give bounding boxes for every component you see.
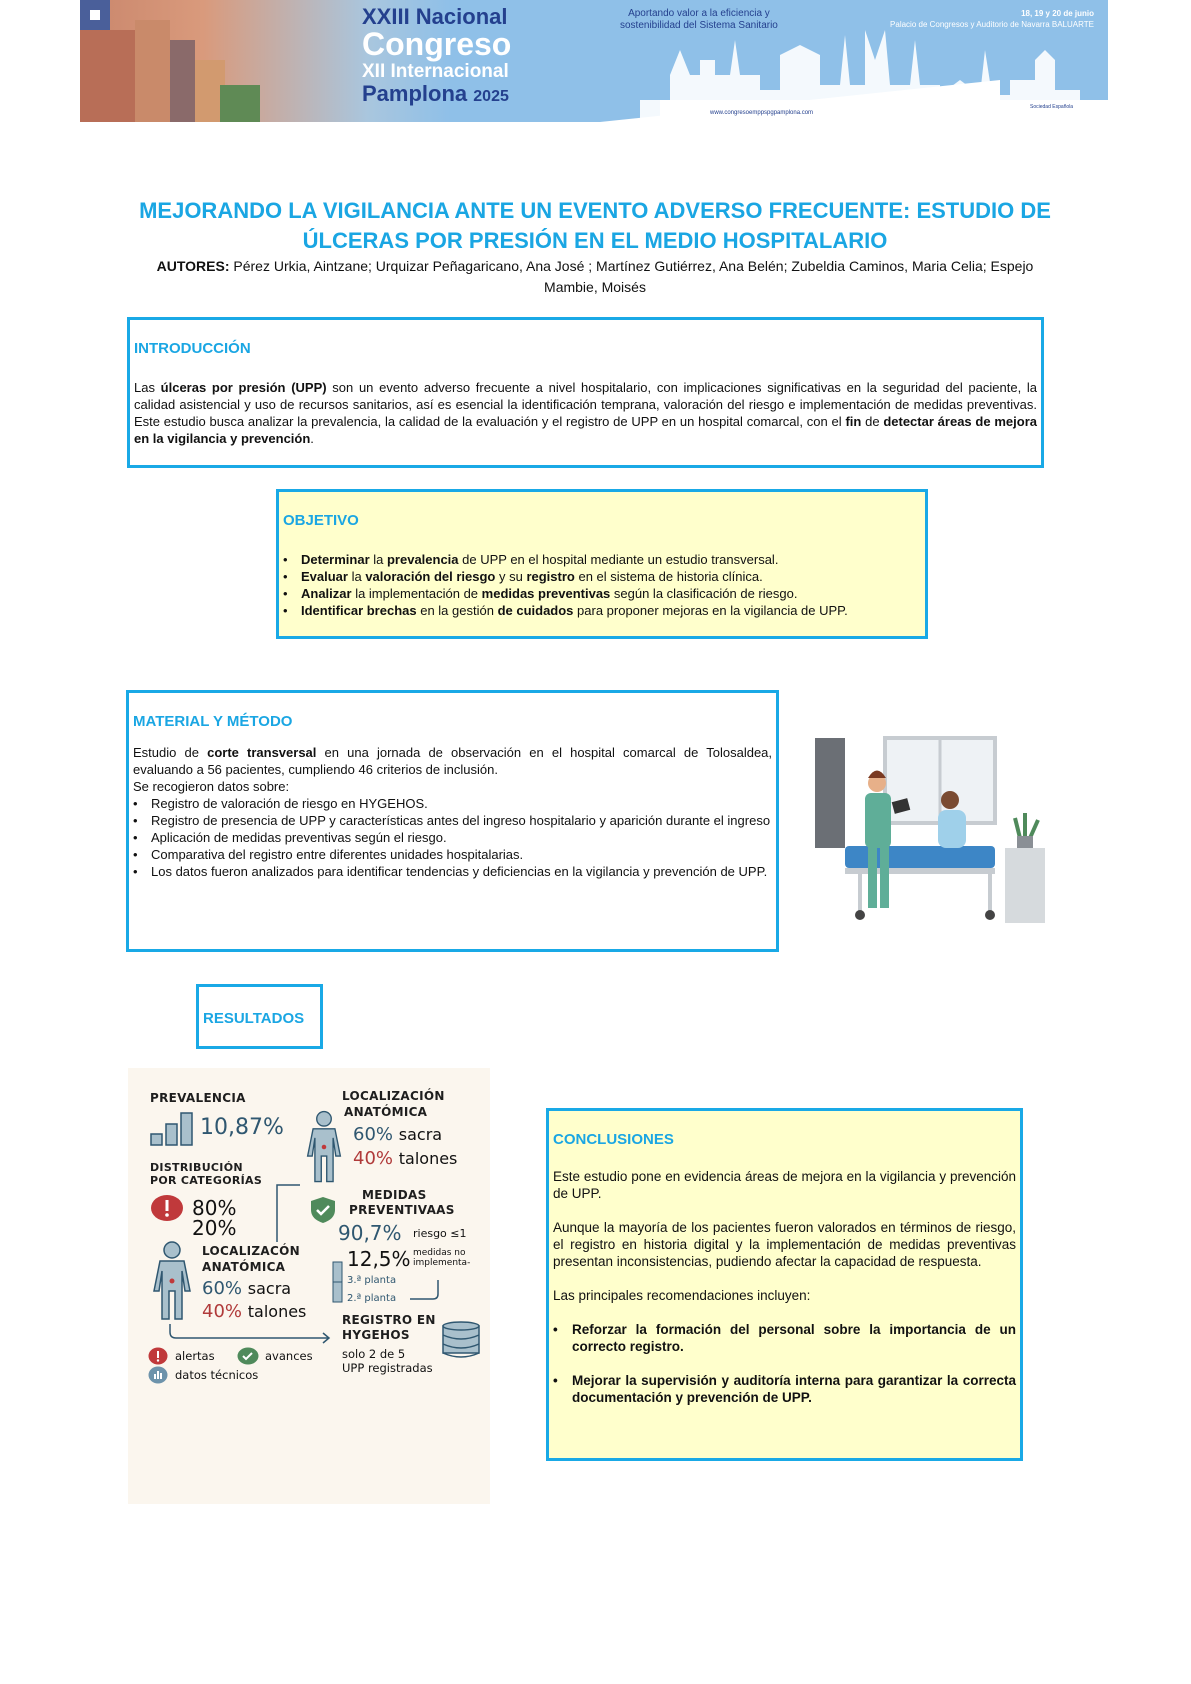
floor-2-label: 2.ª planta [347,1293,397,1304]
registry-text-2: UPP registradas [342,1361,433,1375]
measures-value-2: 12,5% [347,1247,411,1271]
objective-section [276,489,928,639]
measures-text-2a: medidas no [413,1248,466,1258]
floor-bar-icon [332,1261,343,1303]
prevalence-value: 10,87% [200,1115,284,1140]
conclusion-paragraph-2: Aunque la mayoría de los pacientes fueron valorados en términos de riesgo, el registro en historia digital y la implementación de medidas preventivas presentan inconsistencias, pudiendo afectar la capacidad de respuesta. [553,1220,1016,1269]
list-item: • Mejorar la supervisión y auditoría interna para garantizar la correcta documentación y prevención de UPP. [553,1372,1016,1406]
section-heading: OBJETIVO [283,512,359,529]
list-item: • Aplicación de medidas preventivas según el riesgo. [133,829,772,846]
distribution-value-2: 20% [192,1216,237,1240]
location-right-label-2: ANATÓMICA [344,1105,428,1119]
location-left-heels-pct: 40% [202,1301,243,1322]
society-logo: Sociedad Española [1030,104,1074,110]
list-item: • Registro de presencia de UPP y características antes del ingreso hospitalario y aparición durante el ingreso [133,812,772,829]
authors-names: Pérez Urkia, Aintzane; Urquizar Peñagaricano, Ana José ; Martínez Gutiérrez, Ana Belén; Zubeldia Caminos, Maria Celia; Espejo Mambie, Moisés [229,258,1034,295]
banner-url: www.congresoemppspgpamplona.com [710,110,814,116]
location-right-label: LOCALIZACIÓN [342,1089,445,1103]
congress-title [362,6,511,105]
objective-list [283,551,921,619]
list-item: • Reforzar la formación del personal sobre la importancia de un correcto registro. [553,1321,1016,1355]
authors [140,256,1050,298]
section-heading: INTRODUCCIÓN [134,340,251,357]
conclusion-paragraph-3: Las principales recomendaciones incluyen: [553,1288,811,1303]
poster-title: MEJORANDO LA VIGILANCIA ANTE UN EVENTO ADVERSO FRECUENTE: ESTUDIO DE ÚLCERAS POR PRESIÓN EN EL MEDIO HOSPITALARIO [139,198,1051,253]
banner-line1: XXIII Nacional [362,4,508,29]
registry-label: REGISTRO EN [342,1313,436,1327]
nurse-patient-illustration [805,728,1055,923]
banner-line2: Congreso [362,26,512,62]
location-left-label: LOCALIZACÓN [202,1244,300,1258]
location-left-heels: talones [247,1302,307,1321]
alert-legend-icon [148,1347,168,1365]
methods-text: Estudio de corte transversal en una jornada de observación en el hospital comarcal de Tolosaldea, evaluando a 56 pacientes, cumpliendo 46 criterios de inclusión. [133,745,773,777]
list-item: • Comparativa del registro entre diferentes unidades hospitalarias. [133,846,772,863]
location-left-sacra: sacra [247,1279,292,1298]
banner-year: 2025 [473,88,509,105]
distribution-label: DISTRIBUCIÓN [150,1161,243,1174]
recommendations-list [553,1321,1016,1406]
location-left-label-2: ANATÓMICA [202,1260,286,1274]
data-legend-icon [148,1366,168,1384]
methods-section [126,690,779,952]
measures-value-1: 90,7% [338,1221,402,1245]
registry-text-1: solo 2 de 5 [342,1347,406,1361]
measures-label-2: PREVENTIVAAS [349,1203,455,1217]
authors-label: AUTORES: [156,258,230,274]
tagline-2: sostenibilidad del Sistema Sanitario [620,20,778,31]
list-item: • Registro de valoración de riesgo en HYGEHOS. [133,795,772,812]
section-heading: CONCLUSIONES [553,1131,674,1148]
results-heading-box [196,984,323,1049]
list-item: • Evaluar la valoración del riesgo y su registro en el sistema de historia clínica. [283,568,921,585]
distribution-value-1: 80% [192,1196,237,1220]
location-right-sacra: sacra [398,1125,443,1144]
measures-text-1: riesgo ≤1 [413,1227,467,1240]
methods-intro: Se recogieron datos sobre: [133,779,290,794]
legend-alerts: alertas [175,1349,215,1363]
check-legend-icon [237,1347,259,1365]
introduction-section [127,317,1044,468]
distribution-label-2: POR CATEGORÍAS [150,1174,263,1187]
results-infographic [128,1068,490,1504]
banner-date [890,8,1094,30]
floor-3-label: 3.ª planta [347,1275,397,1286]
list-item: • Identificar brechas en la gestión de cuidados para proponer mejoras en la vigilancia de UPP. [283,602,921,619]
intro-text: Las úlceras por presión (UPP) son un evento adverso frecuente a nivel hospitalario, con implicaciones significativas en la seguridad del paciente, la calidad asistencial y uso de recursos sanitarios, así es esencial la identificación temprana, valoración del riesgo e implementación de medidas preventivas. Este estudio busca analizar la prevalencia, la calidad de la evaluación y el registro de UPP en un hospital comarcal, con el fin de detectar áreas de mejora en la vigilancia y prevención. [134,380,1038,446]
date: 18, 19 y 20 de junio [1021,9,1094,18]
legend-progress: avances [265,1349,313,1363]
conclusion-paragraph-1: Este estudio pone en evidencia áreas de mejora en la vigilancia y prevención de UPP. [553,1169,1016,1201]
location-right-sacra-pct: 60% [353,1124,394,1145]
section-heading: MATERIAL Y MÉTODO [133,713,293,730]
registry-label-2: HYGEHOS [342,1328,410,1342]
location-left-sacra-pct: 60% [202,1278,243,1299]
measures-label: MEDIDAS [362,1188,427,1202]
methods-list [133,795,772,880]
body-figure-icon [304,1110,344,1184]
list-item: • Analizar la implementación de medidas preventivas según la clasificación de riesgo. [283,585,921,602]
banner-line4: Pamplona [362,81,468,106]
shield-check-icon [310,1196,336,1224]
congress-banner [80,0,1108,122]
prevalence-label: PREVALENCIA [150,1091,246,1105]
list-item: • Los datos fueron analizados para identificar tendencias y deficiencias en la vigilancia y prevención de UPP. [133,863,772,880]
database-icon [442,1321,480,1358]
location-right-heels: talones [398,1149,458,1168]
section-heading: RESULTADOS [203,1010,305,1027]
tagline-1: Aportando valor a la eficiencia y [628,8,770,19]
list-item: • Determinar la prevalencia de UPP en el hospital mediante un estudio transversal. [283,551,921,568]
venue: Palacio de Congresos y Auditorio de Navarra BALUARTE [890,20,1094,29]
city-street-photo [80,0,260,122]
location-right-heels-pct: 40% [353,1148,394,1169]
measures-text-2b: implementa- [413,1258,471,1268]
banner-line3: XII Internacional [362,61,509,82]
conclusions-section [546,1108,1023,1461]
legend-technical-data: datos técnicos [175,1368,259,1382]
banner-tagline [620,8,778,32]
